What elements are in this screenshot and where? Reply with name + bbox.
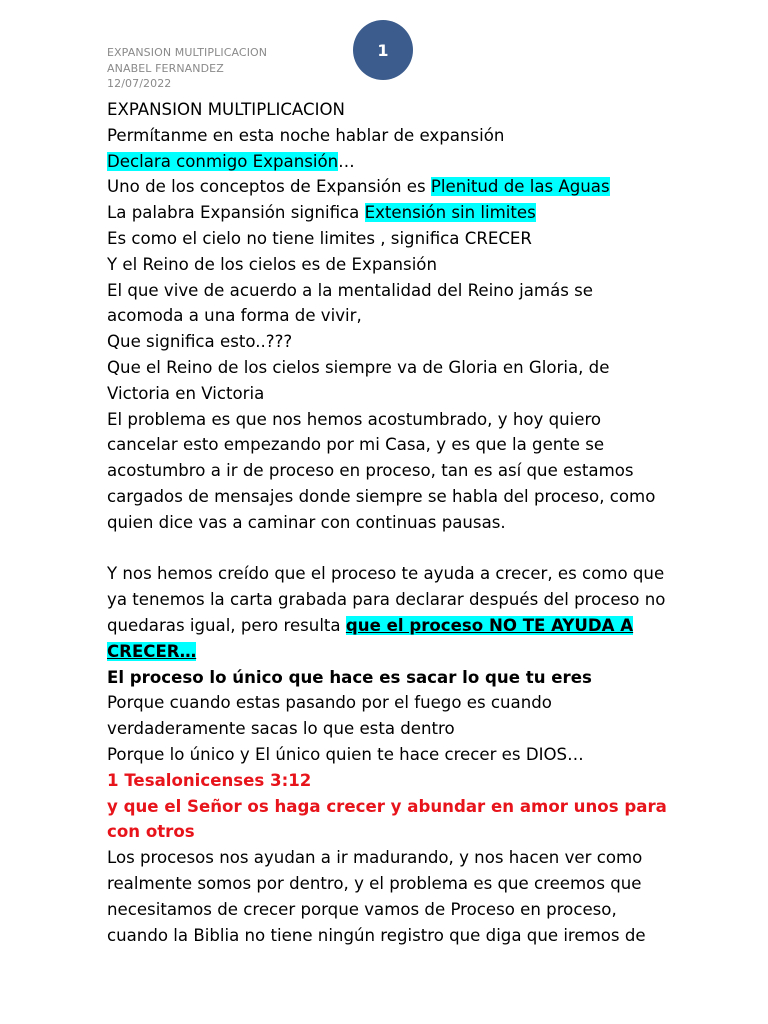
text-line: Es como el cielo no tiene limites , significa CRECER	[107, 228, 532, 248]
header-title: EXPANSION MULTIPLICACION	[107, 46, 268, 59]
document-heading: EXPANSION MULTIPLICACION	[107, 100, 345, 119]
header-author: ANABEL FERNANDEZ	[107, 61, 224, 75]
verse-text: y que el Señor os haga crecer y abundar en amor unos para con otros	[107, 796, 667, 842]
highlighted-text: Declara conmigo Expansión	[107, 151, 339, 171]
page-number-badge: 1	[353, 20, 413, 80]
text-fragment: …	[338, 151, 355, 171]
highlighted-bold-text: que el proceso NO TE AYUDA A CRECER…	[107, 615, 634, 661]
text-line: Permítanme en esta noche hablar de expansión	[107, 125, 505, 145]
text-line: Porque lo único y El único quien te hace crecer es DIOS…	[107, 744, 584, 764]
text-line: Que significa esto..???	[107, 332, 293, 352]
bold-line: El proceso lo único que hace es sacar lo que tu eres	[107, 667, 592, 687]
text-fragment: Uno de los conceptos de Expansión es	[107, 177, 431, 197]
paragraph: El problema es que nos hemos acostumbrado, y hoy quiero cancelar esto empezando por mi Casa, y es que la gente se acostumbro a ir de proceso en proceso, tan es así que estamos cargados de mensajes donde siempre se habla del proceso, como quien dice vas a caminar con continuas pausas.	[107, 409, 656, 532]
text-line	[107, 149, 667, 175]
text-line: Y el Reino de los cielos es de Expansión	[107, 254, 437, 274]
paragraph: El que vive de acuerdo a la mentalidad del Reino jamás se acomoda a una forma de vivir,	[107, 280, 594, 326]
paragraph: Que el Reino de los cielos siempre va de Gloria en Gloria, de Victoria en Victoria	[107, 357, 610, 403]
paragraph: Porque cuando estas pasando por el fuego es cuando verdaderamente sacas lo que esta dentro	[107, 693, 552, 739]
text-line	[107, 174, 667, 200]
highlighted-text: Plenitud de las Aguas	[430, 177, 610, 197]
highlighted-text: Extensión sin limites	[364, 203, 536, 223]
text-fragment: Y nos hemos creído que el proceso te ayuda a crecer, es como que ya tenemos la carta grabada para declarar después del proceso no quedaras igual, pero resulta	[107, 564, 666, 635]
header-date: 12/07/2022	[107, 77, 172, 90]
document-body	[107, 97, 667, 948]
text-fragment: La palabra Expansión significa	[107, 203, 365, 223]
paragraph	[107, 561, 667, 664]
verse-reference: 1 Tesalonicenses 3:12	[107, 770, 312, 790]
paragraph: Los procesos nos ayudan a ir madurando, y nos hacen ver como realmente somos por dentro, y el problema es que creemos que necesitamos de crecer porque vamos de Proceso en proceso, cuando la Biblia no tiene ningún registro que diga que iremos de	[107, 848, 646, 945]
document-header	[107, 45, 267, 92]
text-line	[107, 200, 667, 226]
blank-line	[107, 536, 667, 562]
